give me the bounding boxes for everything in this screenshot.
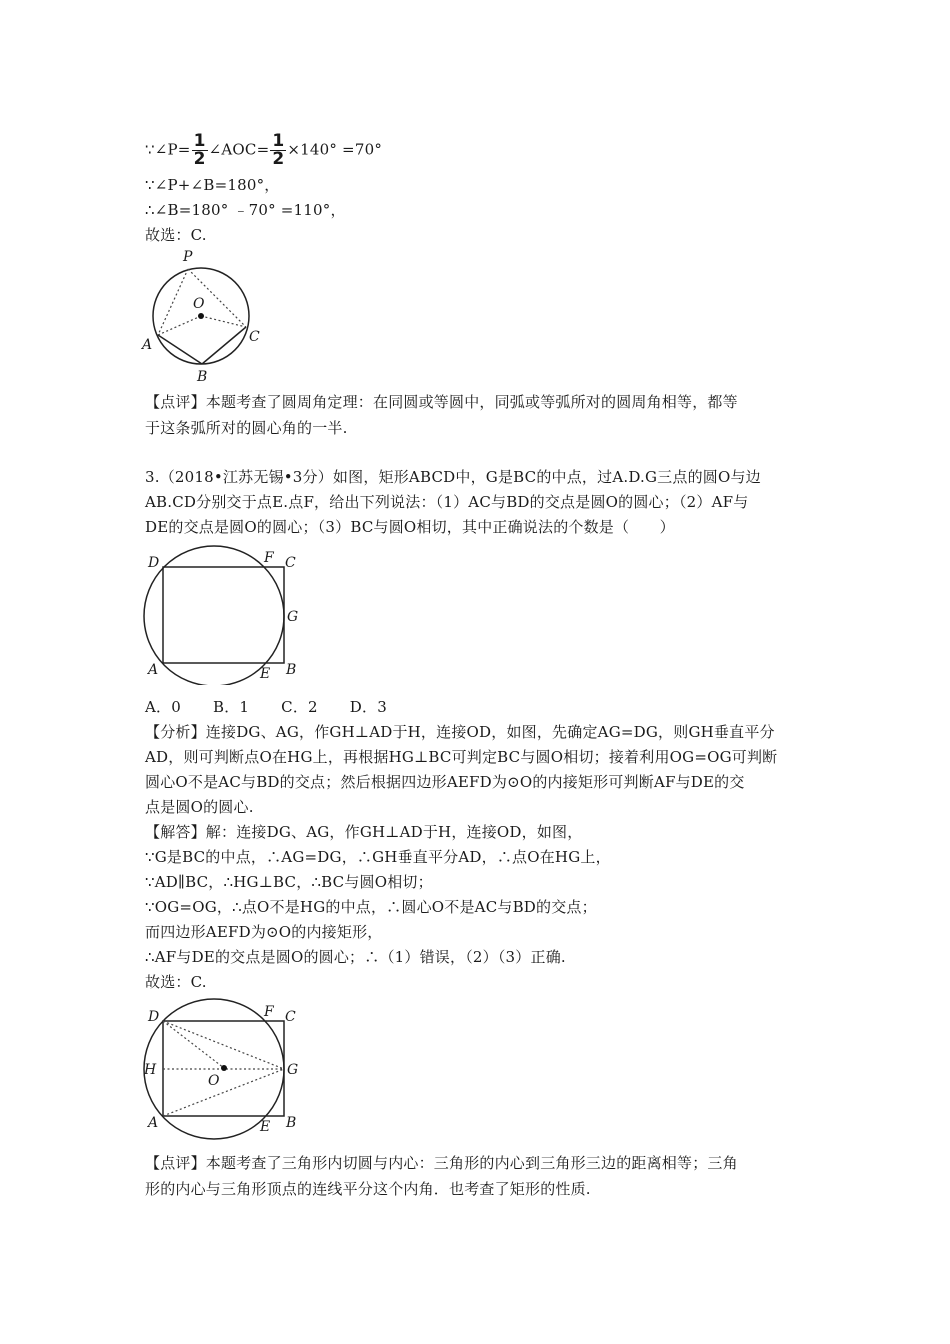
label-D: D: [148, 555, 160, 571]
label-O: O: [193, 296, 205, 312]
q3-solution-line1: 【解答】解：连接DG、AG，作GH⊥AD于H，连接OD，如图，: [145, 823, 583, 841]
fraction-one-half-2: $\frac{1}{2}$: [272, 131, 285, 169]
q2-figure-circle: [138, 246, 268, 386]
label-A: A: [148, 662, 159, 678]
q3-solution-line3: ∵AD∥BC，∴HG⊥BC，∴BC与圆O相切；: [145, 873, 433, 891]
q3-solution-line6: ∴AF与DE的交点是圆O的圆心；∴（1）错误，（2）（3）正确.: [145, 948, 566, 966]
q3-analysis-line1: 【分析】连接DG、AG，作GH⊥AD于H，连接OD，如图，先确定AG=DG，则GH垂直平分: [145, 723, 775, 741]
q2-comment-line2: 于这条弧所对的圆心角的一半.: [145, 419, 348, 437]
q2-line1-suffix: ×140° =70°: [287, 140, 383, 159]
q2-comment-line1: 【点评】本题考查了圆周角定理：在同圆或等圆中，同弧或等弧所对的圆周角相等，都等: [145, 393, 738, 411]
q3-figure-solution: [140, 996, 310, 1141]
q2-line1-mid: ∠AOC=: [208, 140, 270, 159]
q3-solution-line5: 而四边形AEFD为⊙O的内接矩形，: [145, 923, 383, 941]
label-O: O: [208, 1073, 220, 1089]
label-F: F: [264, 550, 274, 566]
label-B: B: [286, 1115, 297, 1131]
fraction-one-half: $\frac{1}{2}$: [193, 131, 206, 169]
q3-comment-line1: 【点评】本题考查了三角形内切圆与内心：三角形的内心到三角形三边的距离相等；三角: [145, 1154, 738, 1172]
q3-solution-line4: ∵OG=OG，∴点O不是HG的中点，∴圆心O不是AC与BD的交点；: [145, 898, 597, 916]
q3-analysis-line2: AD，则可判断点O在HG上，再根据HG⊥BC可判定BC与圆O相切；接着利用OG=OG可判断: [145, 748, 778, 766]
label-C: C: [249, 329, 260, 345]
q3-figure-rectangle-circle: [140, 540, 310, 685]
option-a: A．0: [145, 698, 181, 716]
label-C: C: [285, 1009, 296, 1025]
label-G: G: [287, 1062, 299, 1078]
label-H: H: [144, 1062, 157, 1078]
q2-line1-prefix: ∵∠P=: [145, 140, 191, 159]
label-B: B: [197, 369, 208, 385]
q3-options: [145, 697, 387, 717]
q2-line4: 故选：C.: [145, 226, 207, 244]
q3-solution-line7: 故选：C.: [145, 973, 207, 991]
option-b: B．1: [212, 698, 250, 716]
label-C: C: [285, 555, 296, 571]
label-F: F: [264, 1004, 274, 1020]
label-B: B: [286, 662, 297, 678]
option-c: C．2: [281, 698, 318, 716]
q2-line3: ∴∠B=180° ﹣70° =110°，: [145, 201, 346, 219]
label-A: A: [148, 1115, 159, 1131]
label-E: E: [260, 666, 271, 682]
q3-stem-line3: DE的交点是圆O的圆心；（3）BC与圆O相切，其中正确说法的个数是（ ）: [145, 518, 675, 536]
option-d: D．3: [349, 698, 387, 716]
label-G: G: [287, 609, 299, 625]
label-D: D: [148, 1009, 160, 1025]
q3-comment-line2: 形的内心与三角形顶点的连线平分这个内角．也考查了矩形的性质.: [145, 1180, 591, 1198]
q2-line2: ∵∠P+∠B=180°，: [145, 176, 280, 194]
label-P: P: [183, 249, 193, 265]
q3-analysis-line3: 圆心O不是AC与BD的交点；然后根据四边形AEFD为⊙O的内接矩形可判断AF与DE的交: [145, 773, 745, 791]
label-A: A: [142, 337, 153, 353]
label-E: E: [260, 1119, 271, 1135]
q3-stem-line1: 3.（2018•江苏无锡•3分）如图，矩形ABCD中，G是BC的中点，过A.D.G三点的圆O与边: [145, 468, 761, 486]
q2-line-fraction: [145, 133, 382, 168]
q3-solution-line2: ∵G是BC的中点，∴AG=DG，∴GH垂直平分AD，∴点O在HG上，: [145, 848, 611, 866]
q3-stem-line2: AB.CD分别交于点E.点F，给出下列说法：（1）AC与BD的交点是圆O的圆心；（2）AF与: [145, 493, 749, 511]
q3-analysis-line4: 点是圆O的圆心.: [145, 798, 254, 816]
